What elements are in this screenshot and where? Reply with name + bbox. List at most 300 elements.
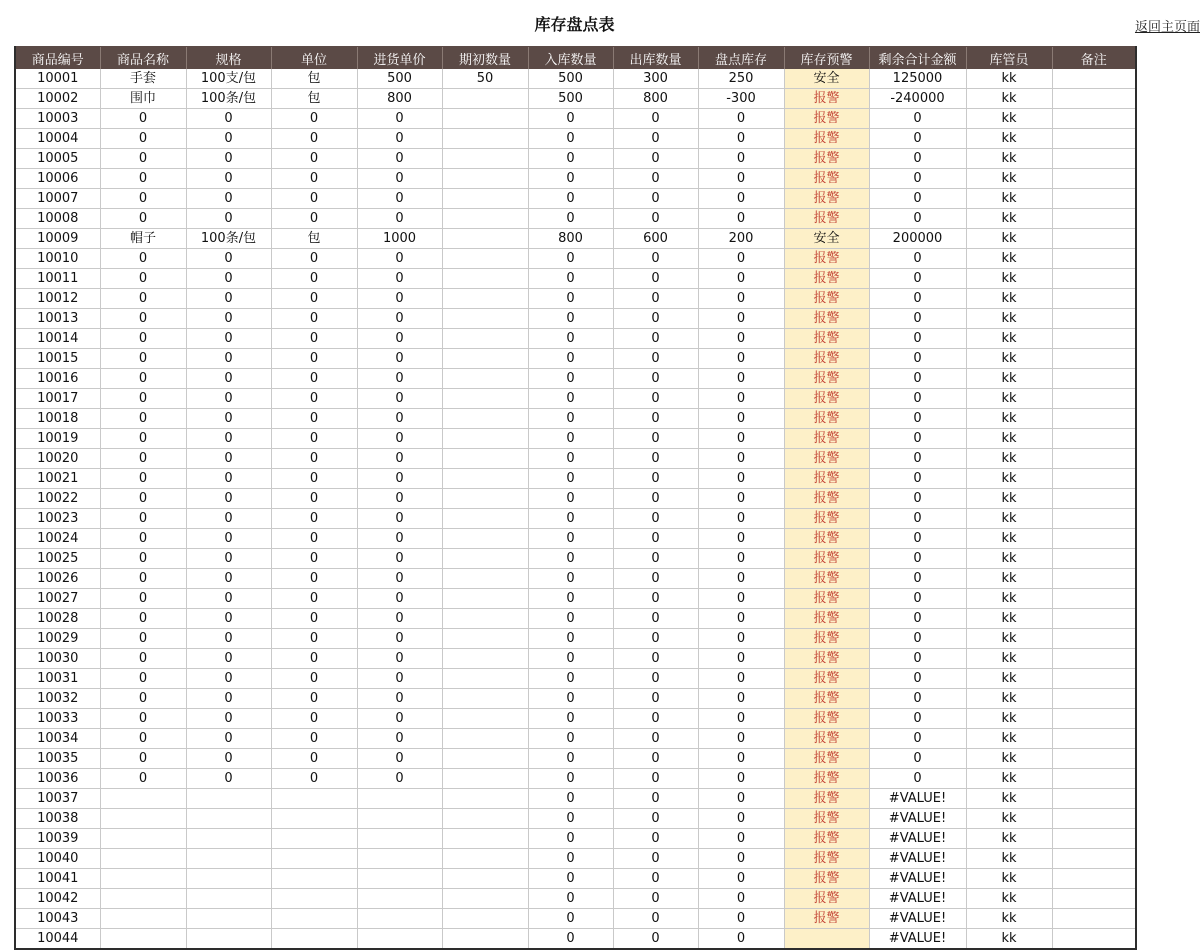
product-id-cell[interactable]: 10032 xyxy=(15,689,100,709)
unit-cell[interactable]: 0 xyxy=(271,329,357,349)
remaining-amount-cell[interactable]: 0 xyxy=(869,489,966,509)
remark-cell[interactable] xyxy=(1052,829,1136,849)
keeper-cell[interactable]: kk xyxy=(966,689,1052,709)
remaining-amount-cell[interactable]: 0 xyxy=(869,129,966,149)
inbound-qty-cell[interactable]: 0 xyxy=(528,669,613,689)
product-id-cell[interactable]: 10034 xyxy=(15,729,100,749)
inbound-qty-cell[interactable]: 0 xyxy=(528,889,613,909)
spec-cell[interactable]: 0 xyxy=(186,609,271,629)
unit-cell[interactable]: 0 xyxy=(271,369,357,389)
stock-warning-cell[interactable]: 报警 xyxy=(784,449,869,469)
stock-warning-cell[interactable]: 报警 xyxy=(784,729,869,749)
remark-cell[interactable] xyxy=(1052,529,1136,549)
outbound-qty-cell[interactable]: 0 xyxy=(613,709,698,729)
stock-warning-cell[interactable]: 报警 xyxy=(784,509,869,529)
spec-cell[interactable]: 0 xyxy=(186,689,271,709)
unit-cell[interactable]: 包 xyxy=(271,229,357,249)
product-id-cell[interactable]: 10019 xyxy=(15,429,100,449)
remark-cell[interactable] xyxy=(1052,309,1136,329)
product-id-cell[interactable]: 10008 xyxy=(15,209,100,229)
outbound-qty-cell[interactable]: 0 xyxy=(613,349,698,369)
unit-cell[interactable]: 0 xyxy=(271,149,357,169)
remark-cell[interactable] xyxy=(1052,189,1136,209)
unit-price-cell[interactable]: 0 xyxy=(357,669,442,689)
stock-warning-cell[interactable]: 报警 xyxy=(784,169,869,189)
product-name-cell[interactable] xyxy=(100,909,186,929)
unit-cell[interactable] xyxy=(271,789,357,809)
inbound-qty-cell[interactable]: 0 xyxy=(528,289,613,309)
remaining-amount-cell[interactable]: 0 xyxy=(869,289,966,309)
keeper-cell[interactable]: kk xyxy=(966,869,1052,889)
spec-cell[interactable]: 0 xyxy=(186,449,271,469)
stock-warning-cell[interactable]: 报警 xyxy=(784,909,869,929)
product-name-cell[interactable]: 0 xyxy=(100,249,186,269)
stock-warning-cell[interactable]: 报警 xyxy=(784,489,869,509)
remark-cell[interactable] xyxy=(1052,129,1136,149)
unit-cell[interactable]: 0 xyxy=(271,409,357,429)
product-name-cell[interactable]: 0 xyxy=(100,689,186,709)
product-name-cell[interactable]: 0 xyxy=(100,169,186,189)
product-name-cell[interactable] xyxy=(100,849,186,869)
stock-count-cell[interactable]: 0 xyxy=(698,189,784,209)
remark-cell[interactable] xyxy=(1052,109,1136,129)
inbound-qty-cell[interactable]: 0 xyxy=(528,389,613,409)
unit-price-cell[interactable]: 0 xyxy=(357,149,442,169)
remark-cell[interactable] xyxy=(1052,589,1136,609)
remark-cell[interactable] xyxy=(1052,269,1136,289)
outbound-qty-cell[interactable]: 0 xyxy=(613,309,698,329)
product-id-cell[interactable]: 10035 xyxy=(15,749,100,769)
inbound-qty-cell[interactable]: 0 xyxy=(528,409,613,429)
stock-warning-cell[interactable]: 报警 xyxy=(784,369,869,389)
spec-cell[interactable]: 0 xyxy=(186,769,271,789)
keeper-cell[interactable]: kk xyxy=(966,829,1052,849)
keeper-cell[interactable]: kk xyxy=(966,229,1052,249)
stock-count-cell[interactable]: 0 xyxy=(698,609,784,629)
unit-cell[interactable]: 0 xyxy=(271,389,357,409)
unit-price-cell[interactable]: 0 xyxy=(357,689,442,709)
remark-cell[interactable] xyxy=(1052,549,1136,569)
unit-price-cell[interactable]: 0 xyxy=(357,549,442,569)
stock-warning-cell[interactable]: 报警 xyxy=(784,669,869,689)
opening-qty-cell[interactable] xyxy=(442,549,528,569)
remark-cell[interactable] xyxy=(1052,709,1136,729)
keeper-cell[interactable]: kk xyxy=(966,669,1052,689)
product-name-cell[interactable]: 0 xyxy=(100,449,186,469)
opening-qty-cell[interactable] xyxy=(442,209,528,229)
product-name-cell[interactable]: 0 xyxy=(100,289,186,309)
unit-cell[interactable]: 0 xyxy=(271,689,357,709)
inbound-qty-cell[interactable]: 0 xyxy=(528,429,613,449)
opening-qty-cell[interactable] xyxy=(442,369,528,389)
spec-cell[interactable]: 0 xyxy=(186,589,271,609)
product-name-cell[interactable]: 0 xyxy=(100,429,186,449)
stock-count-cell[interactable]: 0 xyxy=(698,689,784,709)
inbound-qty-cell[interactable]: 0 xyxy=(528,309,613,329)
remaining-amount-cell[interactable]: 0 xyxy=(869,369,966,389)
spec-cell[interactable]: 100条/包 xyxy=(186,229,271,249)
unit-price-cell[interactable]: 0 xyxy=(357,169,442,189)
outbound-qty-cell[interactable]: 0 xyxy=(613,909,698,929)
remaining-amount-cell[interactable]: #VALUE! xyxy=(869,829,966,849)
inbound-qty-cell[interactable]: 0 xyxy=(528,729,613,749)
keeper-cell[interactable]: kk xyxy=(966,449,1052,469)
product-id-cell[interactable]: 10001 xyxy=(15,69,100,89)
keeper-cell[interactable]: kk xyxy=(966,769,1052,789)
spec-cell[interactable]: 0 xyxy=(186,289,271,309)
remaining-amount-cell[interactable]: 200000 xyxy=(869,229,966,249)
unit-cell[interactable] xyxy=(271,929,357,950)
opening-qty-cell[interactable] xyxy=(442,329,528,349)
remark-cell[interactable] xyxy=(1052,669,1136,689)
outbound-qty-cell[interactable]: 0 xyxy=(613,809,698,829)
inbound-qty-cell[interactable]: 0 xyxy=(528,569,613,589)
remaining-amount-cell[interactable]: 0 xyxy=(869,449,966,469)
outbound-qty-cell[interactable]: 0 xyxy=(613,629,698,649)
remark-cell[interactable] xyxy=(1052,609,1136,629)
keeper-cell[interactable]: kk xyxy=(966,729,1052,749)
spec-cell[interactable]: 0 xyxy=(186,389,271,409)
product-name-cell[interactable]: 0 xyxy=(100,469,186,489)
product-name-cell[interactable]: 0 xyxy=(100,129,186,149)
product-id-cell[interactable]: 10024 xyxy=(15,529,100,549)
opening-qty-cell[interactable] xyxy=(442,769,528,789)
inbound-qty-cell[interactable]: 0 xyxy=(528,189,613,209)
opening-qty-cell[interactable] xyxy=(442,569,528,589)
stock-count-cell[interactable]: 0 xyxy=(698,369,784,389)
opening-qty-cell[interactable] xyxy=(442,729,528,749)
unit-price-cell[interactable]: 0 xyxy=(357,709,442,729)
inbound-qty-cell[interactable]: 0 xyxy=(528,849,613,869)
spec-cell[interactable]: 100支/包 xyxy=(186,69,271,89)
remark-cell[interactable] xyxy=(1052,909,1136,929)
unit-cell[interactable] xyxy=(271,889,357,909)
inbound-qty-cell[interactable]: 0 xyxy=(528,489,613,509)
unit-cell[interactable]: 0 xyxy=(271,509,357,529)
product-id-cell[interactable]: 10010 xyxy=(15,249,100,269)
stock-warning-cell[interactable] xyxy=(784,929,869,950)
remaining-amount-cell[interactable]: 0 xyxy=(869,269,966,289)
inbound-qty-cell[interactable]: 0 xyxy=(528,869,613,889)
opening-qty-cell[interactable] xyxy=(442,889,528,909)
remark-cell[interactable] xyxy=(1052,429,1136,449)
stock-count-cell[interactable]: 0 xyxy=(698,629,784,649)
product-id-cell[interactable]: 10014 xyxy=(15,329,100,349)
unit-cell[interactable]: 0 xyxy=(271,749,357,769)
unit-price-cell[interactable]: 0 xyxy=(357,429,442,449)
unit-cell[interactable]: 0 xyxy=(271,289,357,309)
unit-price-cell[interactable]: 0 xyxy=(357,529,442,549)
opening-qty-cell[interactable] xyxy=(442,849,528,869)
stock-warning-cell[interactable]: 报警 xyxy=(784,689,869,709)
stock-warning-cell[interactable]: 报警 xyxy=(784,109,869,129)
product-id-cell[interactable]: 10043 xyxy=(15,909,100,929)
stock-warning-cell[interactable]: 报警 xyxy=(784,249,869,269)
product-id-cell[interactable]: 10018 xyxy=(15,409,100,429)
spec-cell[interactable] xyxy=(186,789,271,809)
stock-count-cell[interactable]: 0 xyxy=(698,909,784,929)
product-id-cell[interactable]: 10015 xyxy=(15,349,100,369)
product-name-cell[interactable]: 0 xyxy=(100,729,186,749)
keeper-cell[interactable]: kk xyxy=(966,489,1052,509)
remaining-amount-cell[interactable]: 0 xyxy=(869,709,966,729)
product-name-cell[interactable]: 0 xyxy=(100,509,186,529)
unit-cell[interactable]: 0 xyxy=(271,209,357,229)
opening-qty-cell[interactable] xyxy=(442,129,528,149)
opening-qty-cell[interactable] xyxy=(442,829,528,849)
inbound-qty-cell[interactable]: 0 xyxy=(528,509,613,529)
product-id-cell[interactable]: 10022 xyxy=(15,489,100,509)
remark-cell[interactable] xyxy=(1052,329,1136,349)
stock-warning-cell[interactable]: 报警 xyxy=(784,129,869,149)
product-id-cell[interactable]: 10042 xyxy=(15,889,100,909)
opening-qty-cell[interactable] xyxy=(442,789,528,809)
outbound-qty-cell[interactable]: 600 xyxy=(613,229,698,249)
opening-qty-cell[interactable]: 50 xyxy=(442,69,528,89)
outbound-qty-cell[interactable]: 0 xyxy=(613,729,698,749)
remark-cell[interactable] xyxy=(1052,349,1136,369)
outbound-qty-cell[interactable]: 0 xyxy=(613,889,698,909)
spec-cell[interactable]: 0 xyxy=(186,309,271,329)
stock-count-cell[interactable]: 0 xyxy=(698,109,784,129)
keeper-cell[interactable]: kk xyxy=(966,149,1052,169)
remark-cell[interactable] xyxy=(1052,929,1136,950)
product-name-cell[interactable]: 0 xyxy=(100,609,186,629)
remark-cell[interactable] xyxy=(1052,369,1136,389)
product-id-cell[interactable]: 10038 xyxy=(15,809,100,829)
stock-warning-cell[interactable]: 报警 xyxy=(784,629,869,649)
product-name-cell[interactable] xyxy=(100,889,186,909)
opening-qty-cell[interactable] xyxy=(442,409,528,429)
stock-warning-cell[interactable]: 报警 xyxy=(784,789,869,809)
unit-cell[interactable]: 0 xyxy=(271,649,357,669)
unit-cell[interactable]: 0 xyxy=(271,129,357,149)
unit-cell[interactable]: 0 xyxy=(271,449,357,469)
inbound-qty-cell[interactable]: 0 xyxy=(528,689,613,709)
outbound-qty-cell[interactable]: 0 xyxy=(613,749,698,769)
opening-qty-cell[interactable] xyxy=(442,309,528,329)
column-header[interactable]: 备注 xyxy=(1052,47,1136,70)
outbound-qty-cell[interactable]: 0 xyxy=(613,109,698,129)
keeper-cell[interactable]: kk xyxy=(966,789,1052,809)
unit-cell[interactable] xyxy=(271,849,357,869)
spec-cell[interactable]: 0 xyxy=(186,329,271,349)
opening-qty-cell[interactable] xyxy=(442,229,528,249)
opening-qty-cell[interactable] xyxy=(442,489,528,509)
spec-cell[interactable]: 0 xyxy=(186,749,271,769)
product-name-cell[interactable] xyxy=(100,829,186,849)
product-id-cell[interactable]: 10013 xyxy=(15,309,100,329)
opening-qty-cell[interactable] xyxy=(442,269,528,289)
stock-warning-cell[interactable]: 报警 xyxy=(784,349,869,369)
product-id-cell[interactable]: 10021 xyxy=(15,469,100,489)
outbound-qty-cell[interactable]: 300 xyxy=(613,69,698,89)
stock-count-cell[interactable]: 0 xyxy=(698,209,784,229)
keeper-cell[interactable]: kk xyxy=(966,889,1052,909)
remaining-amount-cell[interactable]: 0 xyxy=(869,729,966,749)
product-id-cell[interactable]: 10036 xyxy=(15,769,100,789)
stock-warning-cell[interactable]: 报警 xyxy=(784,609,869,629)
spec-cell[interactable] xyxy=(186,829,271,849)
outbound-qty-cell[interactable]: 0 xyxy=(613,389,698,409)
opening-qty-cell[interactable] xyxy=(442,709,528,729)
unit-price-cell[interactable]: 0 xyxy=(357,129,442,149)
outbound-qty-cell[interactable]: 0 xyxy=(613,869,698,889)
outbound-qty-cell[interactable]: 0 xyxy=(613,789,698,809)
remark-cell[interactable] xyxy=(1052,569,1136,589)
unit-price-cell[interactable]: 0 xyxy=(357,649,442,669)
stock-warning-cell[interactable]: 报警 xyxy=(784,889,869,909)
remark-cell[interactable] xyxy=(1052,649,1136,669)
outbound-qty-cell[interactable]: 800 xyxy=(613,89,698,109)
remaining-amount-cell[interactable]: 125000 xyxy=(869,69,966,89)
spec-cell[interactable]: 0 xyxy=(186,249,271,269)
product-id-cell[interactable]: 10041 xyxy=(15,869,100,889)
spec-cell[interactable]: 0 xyxy=(186,409,271,429)
product-name-cell[interactable]: 0 xyxy=(100,709,186,729)
stock-count-cell[interactable]: 0 xyxy=(698,249,784,269)
remark-cell[interactable] xyxy=(1052,769,1136,789)
keeper-cell[interactable]: kk xyxy=(966,69,1052,89)
remaining-amount-cell[interactable]: 0 xyxy=(869,609,966,629)
remaining-amount-cell[interactable]: 0 xyxy=(869,349,966,369)
product-name-cell[interactable]: 0 xyxy=(100,529,186,549)
spec-cell[interactable]: 0 xyxy=(186,529,271,549)
outbound-qty-cell[interactable]: 0 xyxy=(613,269,698,289)
stock-count-cell[interactable]: 0 xyxy=(698,589,784,609)
product-name-cell[interactable]: 0 xyxy=(100,749,186,769)
outbound-qty-cell[interactable]: 0 xyxy=(613,689,698,709)
keeper-cell[interactable]: kk xyxy=(966,329,1052,349)
stock-warning-cell[interactable]: 报警 xyxy=(784,569,869,589)
keeper-cell[interactable]: kk xyxy=(966,569,1052,589)
column-header[interactable]: 库管员 xyxy=(966,47,1052,70)
product-id-cell[interactable]: 10002 xyxy=(15,89,100,109)
keeper-cell[interactable]: kk xyxy=(966,409,1052,429)
keeper-cell[interactable]: kk xyxy=(966,629,1052,649)
keeper-cell[interactable]: kk xyxy=(966,389,1052,409)
inbound-qty-cell[interactable]: 0 xyxy=(528,709,613,729)
opening-qty-cell[interactable] xyxy=(442,389,528,409)
product-id-cell[interactable]: 10037 xyxy=(15,789,100,809)
unit-cell[interactable]: 0 xyxy=(271,729,357,749)
unit-price-cell[interactable]: 0 xyxy=(357,329,442,349)
opening-qty-cell[interactable] xyxy=(442,349,528,369)
unit-cell[interactable]: 0 xyxy=(271,249,357,269)
column-header[interactable]: 商品编号 xyxy=(15,47,100,70)
stock-count-cell[interactable]: 0 xyxy=(698,429,784,449)
unit-price-cell[interactable] xyxy=(357,909,442,929)
spec-cell[interactable]: 0 xyxy=(186,469,271,489)
remaining-amount-cell[interactable]: #VALUE! xyxy=(869,869,966,889)
product-name-cell[interactable]: 0 xyxy=(100,489,186,509)
unit-cell[interactable]: 0 xyxy=(271,189,357,209)
product-name-cell[interactable]: 0 xyxy=(100,309,186,329)
outbound-qty-cell[interactable]: 0 xyxy=(613,849,698,869)
column-header[interactable]: 单位 xyxy=(271,47,357,70)
unit-cell[interactable]: 0 xyxy=(271,269,357,289)
opening-qty-cell[interactable] xyxy=(442,669,528,689)
product-id-cell[interactable]: 10031 xyxy=(15,669,100,689)
remaining-amount-cell[interactable]: 0 xyxy=(869,249,966,269)
keeper-cell[interactable]: kk xyxy=(966,469,1052,489)
stock-warning-cell[interactable]: 报警 xyxy=(784,469,869,489)
stock-count-cell[interactable]: 250 xyxy=(698,69,784,89)
keeper-cell[interactable]: kk xyxy=(966,609,1052,629)
product-name-cell[interactable]: 0 xyxy=(100,329,186,349)
product-name-cell[interactable]: 0 xyxy=(100,769,186,789)
stock-warning-cell[interactable]: 报警 xyxy=(784,329,869,349)
opening-qty-cell[interactable] xyxy=(442,869,528,889)
product-id-cell[interactable]: 10005 xyxy=(15,149,100,169)
remark-cell[interactable] xyxy=(1052,409,1136,429)
opening-qty-cell[interactable] xyxy=(442,449,528,469)
keeper-cell[interactable]: kk xyxy=(966,89,1052,109)
unit-price-cell[interactable] xyxy=(357,849,442,869)
unit-price-cell[interactable]: 0 xyxy=(357,369,442,389)
keeper-cell[interactable]: kk xyxy=(966,649,1052,669)
keeper-cell[interactable]: kk xyxy=(966,249,1052,269)
spec-cell[interactable] xyxy=(186,929,271,950)
product-name-cell[interactable]: 0 xyxy=(100,649,186,669)
outbound-qty-cell[interactable]: 0 xyxy=(613,549,698,569)
remaining-amount-cell[interactable]: 0 xyxy=(869,749,966,769)
keeper-cell[interactable]: kk xyxy=(966,589,1052,609)
stock-warning-cell[interactable]: 报警 xyxy=(784,869,869,889)
spec-cell[interactable]: 0 xyxy=(186,509,271,529)
product-id-cell[interactable]: 10028 xyxy=(15,609,100,629)
inbound-qty-cell[interactable]: 0 xyxy=(528,349,613,369)
unit-cell[interactable]: 0 xyxy=(271,609,357,629)
stock-count-cell[interactable]: -300 xyxy=(698,89,784,109)
unit-cell[interactable]: 0 xyxy=(271,109,357,129)
remark-cell[interactable] xyxy=(1052,789,1136,809)
product-name-cell[interactable]: 帽子 xyxy=(100,229,186,249)
unit-cell[interactable]: 0 xyxy=(271,529,357,549)
remaining-amount-cell[interactable]: 0 xyxy=(869,169,966,189)
keeper-cell[interactable]: kk xyxy=(966,269,1052,289)
unit-price-cell[interactable]: 0 xyxy=(357,589,442,609)
stock-warning-cell[interactable]: 报警 xyxy=(784,809,869,829)
stock-count-cell[interactable]: 0 xyxy=(698,709,784,729)
inbound-qty-cell[interactable]: 0 xyxy=(528,149,613,169)
opening-qty-cell[interactable] xyxy=(442,189,528,209)
product-id-cell[interactable]: 10039 xyxy=(15,829,100,849)
remaining-amount-cell[interactable]: 0 xyxy=(869,669,966,689)
keeper-cell[interactable]: kk xyxy=(966,549,1052,569)
stock-count-cell[interactable]: 0 xyxy=(698,329,784,349)
remark-cell[interactable] xyxy=(1052,89,1136,109)
spec-cell[interactable]: 0 xyxy=(186,169,271,189)
stock-warning-cell[interactable]: 报警 xyxy=(784,269,869,289)
keeper-cell[interactable]: kk xyxy=(966,109,1052,129)
inbound-qty-cell[interactable]: 0 xyxy=(528,929,613,950)
product-name-cell[interactable]: 0 xyxy=(100,149,186,169)
keeper-cell[interactable]: kk xyxy=(966,749,1052,769)
stock-warning-cell[interactable]: 报警 xyxy=(784,389,869,409)
stock-count-cell[interactable]: 0 xyxy=(698,789,784,809)
remark-cell[interactable] xyxy=(1052,849,1136,869)
unit-price-cell[interactable]: 500 xyxy=(357,69,442,89)
unit-price-cell[interactable]: 0 xyxy=(357,749,442,769)
stock-warning-cell[interactable]: 报警 xyxy=(784,589,869,609)
spec-cell[interactable]: 0 xyxy=(186,109,271,129)
inbound-qty-cell[interactable]: 0 xyxy=(528,749,613,769)
unit-price-cell[interactable] xyxy=(357,789,442,809)
opening-qty-cell[interactable] xyxy=(442,89,528,109)
spec-cell[interactable] xyxy=(186,849,271,869)
outbound-qty-cell[interactable]: 0 xyxy=(613,929,698,950)
